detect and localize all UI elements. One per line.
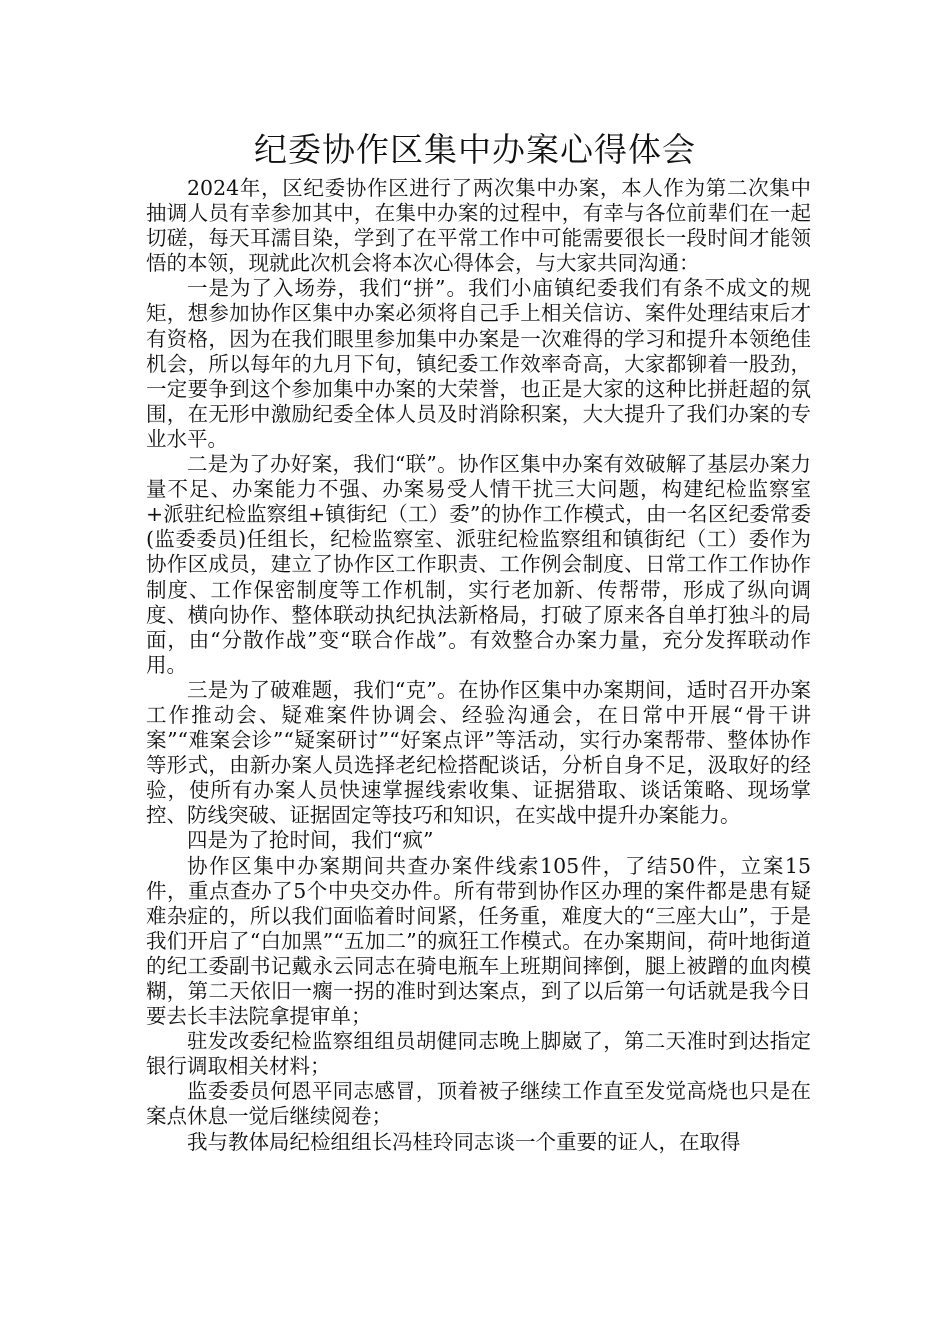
document-body — [146, 176, 811, 1155]
paragraph-intro: 2024年，区纪委协作区进行了两次集中办案，本人作为第二次集中抽调人员有幸参加其中，在集中办案的过程中，有幸与各位前辈们在一起切磋，每天耳濡目染，学到了在平常工作中可能需要很长一段时间才能领悟的本领，现就此次机会将本次心得体会，与大家共同沟通： — [146, 176, 811, 276]
paragraph-point-three: 三是为了破难题，我们“克”。在协作区集中办案期间，适时召开办案工作推动会、疑难案件协调会、经验沟通会，在日常中开展“骨干讲案”“难案会诊”“疑案研讨”“好案点评”等活动，实行办案帮带、整体协作等形式，由新办案人员选择老纪检搭配谈话，分析自身不足，汲取好的经验，使所有办案人员快速掌握线索收集、证据猎取、谈话策略、现场掌控、防线突破、证据固定等技巧和知识，在实战中提升办案能力。 — [146, 677, 811, 828]
paragraph-point-two: 二是为了办好案，我们“联”。协作区集中办案有效破解了基层办案力量不足、办案能力不强、办案易受人情干扰三大问题，构建纪检监察室+派驻纪检监察组+镇街纪（工）委”的协作工作模式，由一名区纪委常委(监委委员)任组长，纪检监察室、派驻纪检监察组和镇街纪（工）委作为协作区成员，建立了协作区工作职责、工作例会制度、日常工作工作协作制度、工作保密制度等工作机制，实行老加新、传帮带，形成了纵向调度、横向协作、整体联动执纪执法新格局，打破了原来各自单打独斗的局面，由“分散作战”变“联合作战”。有效整合办案力量，充分发挥联动作用。 — [146, 452, 811, 677]
paragraph-example-hujian: 驻发改委纪检监察组组员胡健同志晚上脚崴了，第二天准时到达指定银行调取相关材料； — [146, 1029, 811, 1079]
paragraph-point-four-body: 协作区集中办案期间共查办案件线索105件，了结50件，立案15件，重点查办了5个中央交办件。所有带到协作区办理的案件都是患有疑难杂症的，所以我们面临着时间紧，任务重，难度大的“三座大山”，于是我们开启了“白加黑”“五加二”的疯狂工作模式。在办案期间，荷叶地街道的纪工委副书记戴永云同志在骑电瓶车上班期间摔倒，腿上被蹭的血肉模糊，第二天依旧一瘸一拐的准时到达案点，到了以后第一句话就是我今日要去长丰法院拿提审单； — [146, 853, 811, 1029]
paragraph-example-heenping: 监委委员何恩平同志感冒，顶着被子继续工作直至发觉高烧也只是在案点休息一觉后继续阅卷； — [146, 1079, 811, 1129]
document-title: 纪委协作区集中办案心得体会 — [254, 130, 696, 169]
paragraph-example-fengguiling: 我与教体局纪检组组长冯桂玲同志谈一个重要的证人，在取得 — [187, 1129, 741, 1154]
paragraph-point-one: 一是为了入场券，我们“拼”。我们小庙镇纪委我们有条不成文的规矩，想参加协作区集中办案必须将自己手上相关信访、案件处理结束后才有资格，因为在我们眼里参加集中办案是一次难得的学习和提升本领绝佳机会，所以每年的九月下旬，镇纪委工作效率奇高，大家都铆着一股劲，一定要争到这个参加集中办案的大荣誉，也正是大家的这种比拼赶超的氛围，在无形中激励纪委全体人员及时消除积案，大大提升了我们办案的专业水平。 — [146, 276, 811, 451]
paragraph-point-four-heading: 四是为了抢时间，我们“疯” — [187, 828, 434, 853]
